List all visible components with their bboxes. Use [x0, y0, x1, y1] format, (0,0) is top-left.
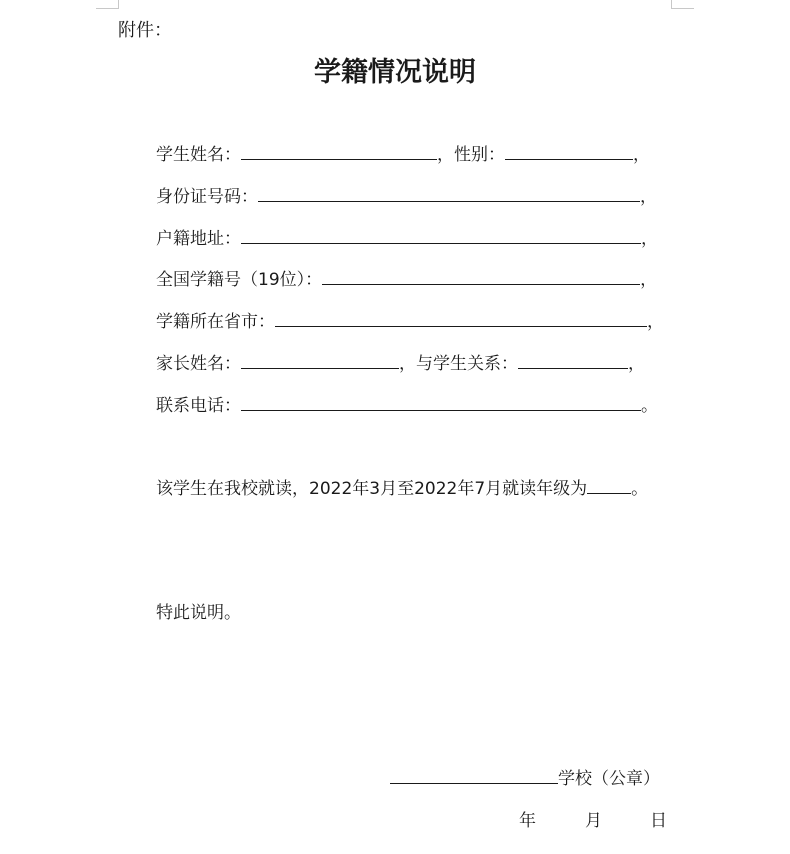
parent-name-label: 家长姓名： — [156, 354, 241, 374]
gender-blank[interactable] — [505, 140, 633, 160]
id-number-blank[interactable] — [258, 182, 640, 202]
row-student-name — [156, 140, 650, 166]
row-national-student-id — [156, 265, 657, 291]
school-seal-line — [390, 764, 660, 789]
date-month: 月 — [585, 811, 602, 831]
row-household-address — [156, 224, 658, 250]
comma: ， — [640, 187, 657, 207]
relation-blank[interactable] — [518, 349, 628, 369]
page-corner-mark-left — [96, 0, 119, 9]
attachment-label: 附件： — [118, 20, 172, 41]
enrollment-province-blank[interactable] — [275, 307, 647, 327]
comma: ， — [641, 229, 658, 249]
row-enrollment-province — [156, 307, 664, 333]
comma: ， — [628, 354, 645, 374]
school-seal-label: 学校（公章） — [558, 769, 660, 789]
household-address-label: 户籍地址： — [156, 229, 241, 249]
id-number-label: 身份证号码： — [156, 187, 258, 207]
row-id-number — [156, 182, 657, 208]
statement-paragraph — [156, 474, 648, 499]
date-year: 年 — [519, 811, 536, 831]
phone-blank[interactable] — [241, 391, 641, 411]
closing-statement: 特此说明。 — [156, 603, 241, 623]
statement-end: 。 — [631, 479, 649, 499]
school-seal-blank[interactable] — [390, 764, 558, 784]
period: 。 — [641, 396, 658, 416]
student-name-label: 学生姓名： — [156, 145, 241, 165]
national-student-id-label: 全国学籍号（19位）： — [156, 270, 323, 290]
household-address-blank[interactable] — [241, 224, 641, 244]
relation-label: ，与学生关系： — [399, 354, 518, 374]
comma: ， — [640, 270, 658, 290]
page-corner-mark-right — [671, 0, 694, 9]
parent-name-blank[interactable] — [241, 349, 399, 369]
national-student-id-blank[interactable] — [322, 265, 640, 285]
row-phone — [156, 391, 658, 417]
comma: ， — [647, 312, 664, 332]
enrollment-province-label: 学籍所在省市： — [156, 312, 275, 332]
phone-label: 联系电话： — [156, 396, 241, 416]
date-day: 日 — [650, 811, 667, 831]
grade-blank[interactable] — [587, 474, 631, 494]
gender-label: ，性别： — [437, 145, 505, 165]
document-title: 学籍情况说明 — [314, 57, 476, 88]
row-parent-name — [156, 349, 645, 375]
student-name-blank[interactable] — [241, 140, 437, 160]
comma: ， — [633, 145, 650, 165]
statement-text: 该学生在我校就读，2022年3月至2022年7月就读年级为 — [156, 479, 588, 499]
